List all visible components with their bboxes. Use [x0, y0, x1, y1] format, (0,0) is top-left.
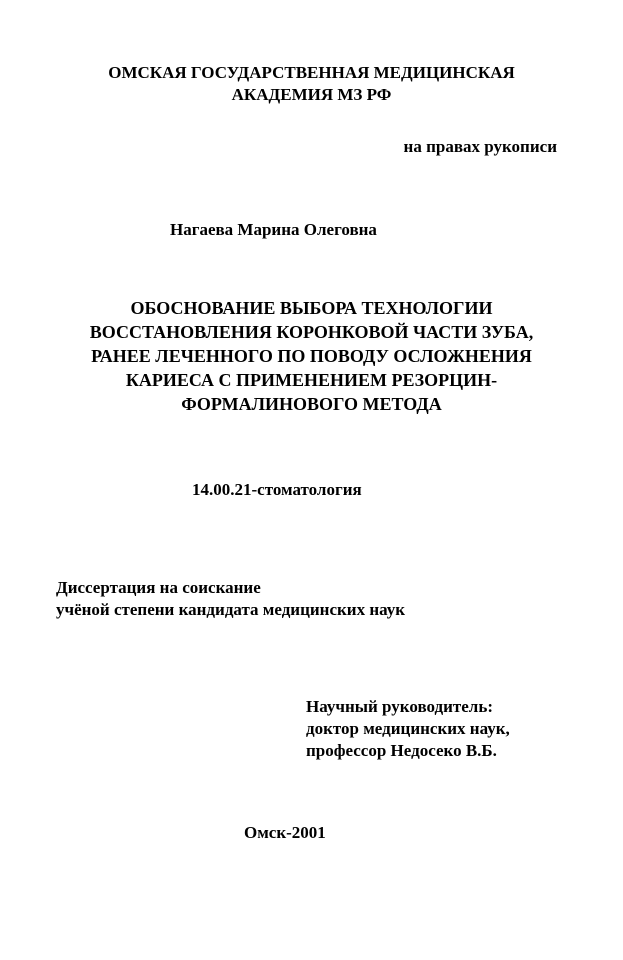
thesis-title-line: ВОССТАНОВЛЕНИЯ КОРОНКОВОЙ ЧАСТИ ЗУБА, — [89, 322, 534, 342]
place-year: Омск-2001 — [244, 823, 326, 842]
supervisor-block — [306, 696, 510, 762]
institution-name-line2: АКАДЕМИЯ МЗ РФ — [231, 85, 392, 104]
supervisor-name: профессор Недосеко В.Б. — [306, 741, 497, 760]
specialty-code: 14.00.21-стоматология — [192, 480, 362, 499]
degree-statement-line2: учёной степени кандидата медицинских наук — [56, 600, 406, 619]
supervisor-degree: доктор медицинских наук, — [306, 719, 510, 738]
thesis-title — [0, 296, 623, 416]
degree-statement-line1: Диссертация на соискание — [56, 578, 261, 597]
institution-name-line1: ОМСКАЯ ГОСУДАРСТВЕННАЯ МЕДИЦИНСКАЯ — [108, 63, 515, 82]
thesis-title-line: КАРИЕСА С ПРИМЕНЕНИЕМ РЕЗОРЦИН- — [125, 370, 498, 390]
manuscript-note: на правах рукописи — [403, 137, 557, 156]
supervisor-label: Научный руководитель: — [306, 697, 493, 716]
thesis-title-line: ФОРМАЛИНОВОГО МЕТОДА — [181, 394, 442, 414]
thesis-title-line: ОБОСНОВАНИЕ ВЫБОРА ТЕХНОЛОГИИ — [130, 298, 493, 318]
thesis-title-line: РАНЕЕ ЛЕЧЕННОГО ПО ПОВОДУ ОСЛОЖНЕНИЯ — [91, 346, 532, 366]
author-name: Нагаева Марина Олеговна — [170, 220, 377, 239]
degree-statement — [56, 577, 405, 621]
